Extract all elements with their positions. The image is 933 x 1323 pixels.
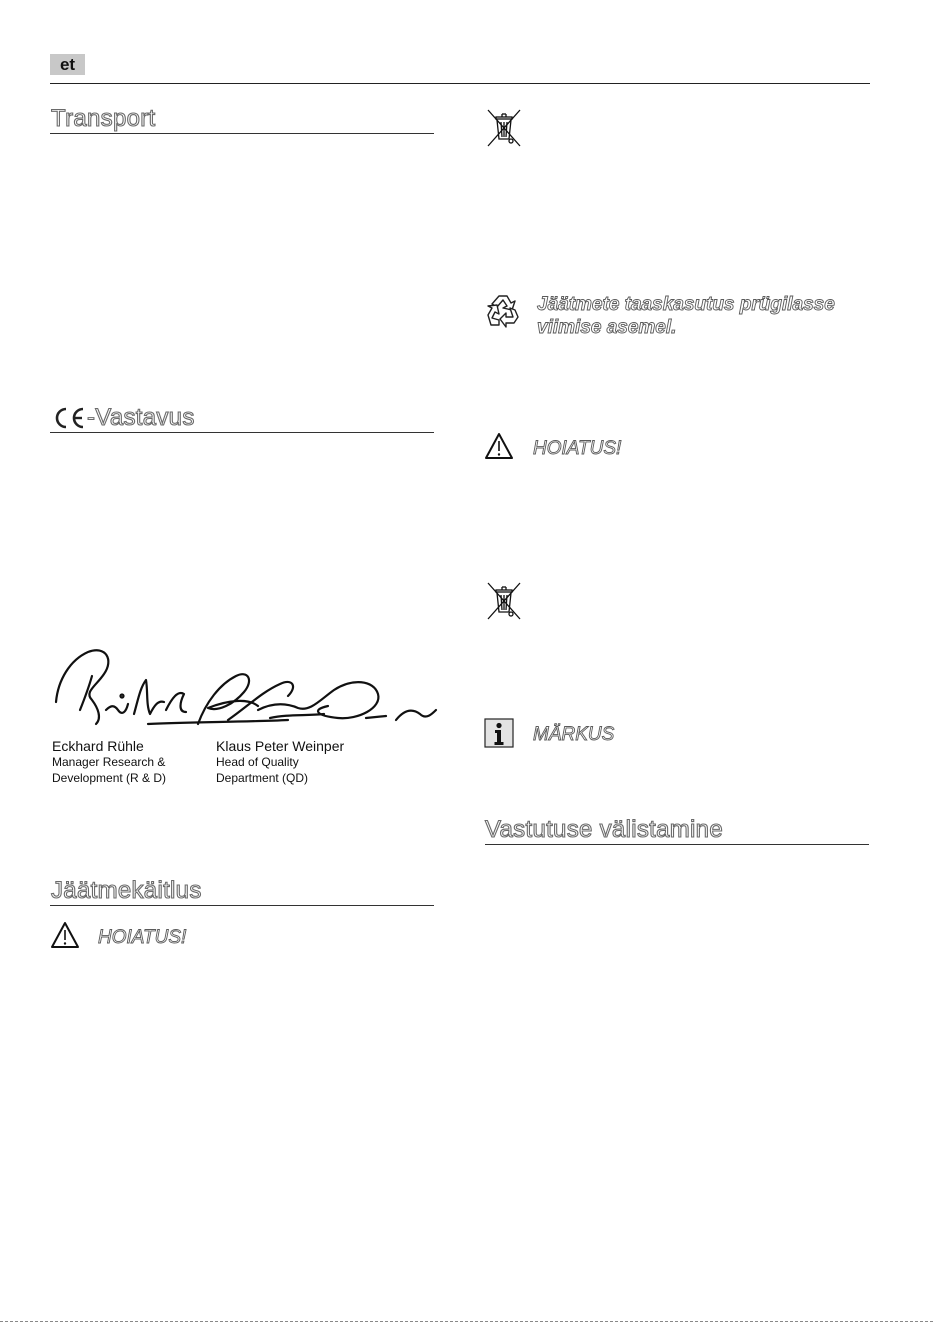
warning-triangle-icon <box>50 921 80 949</box>
page-bottom-border <box>0 1321 933 1322</box>
disposal-warning-label: HOIATUS! <box>98 927 187 948</box>
ce-heading-rule <box>50 432 434 433</box>
recycle-note-line1: Jäätmete taaskasutus prügilasse <box>537 294 835 315</box>
info-icon <box>484 718 514 748</box>
header-rule <box>50 83 870 84</box>
signatory-1-name: Eckhard Rühle <box>52 738 144 754</box>
signatory-2-role-line1: Head of Quality <box>216 755 299 769</box>
liability-heading: Vastutuse välistamine <box>485 816 723 843</box>
disposal-heading-rule <box>50 905 434 906</box>
recycle-icon <box>484 291 522 329</box>
crossed-bin-icon <box>486 581 522 621</box>
transport-heading-rule <box>50 133 434 134</box>
language-badge: et <box>50 54 85 75</box>
signatory-1-role-line2: Development (R & D) <box>52 771 167 785</box>
recycle-note-line2: viimise asemel. <box>537 317 677 338</box>
ce-heading <box>51 404 195 432</box>
signatory-1-role-line1: Manager Research & <box>52 755 166 769</box>
warning-label: HOIATUS! <box>533 438 622 459</box>
ce-heading-text: -Vastavus <box>87 404 195 431</box>
warning-triangle-icon <box>484 432 514 460</box>
transport-heading: Transport <box>51 105 156 132</box>
recycle-note <box>537 293 867 339</box>
signatory-1 <box>52 738 166 786</box>
signatures-image <box>48 640 438 735</box>
disposal-heading: Jäätmekäitlus <box>51 877 202 904</box>
crossed-bin-icon <box>486 108 522 148</box>
signatory-2 <box>216 738 344 786</box>
liability-heading-rule <box>485 844 869 845</box>
signatory-2-role-line2: Department (QD) <box>216 771 309 785</box>
note-label: MÄRKUS <box>533 724 615 745</box>
signatory-2-name: Klaus Peter Weinper <box>216 738 345 754</box>
ce-mark-icon <box>51 406 87 430</box>
